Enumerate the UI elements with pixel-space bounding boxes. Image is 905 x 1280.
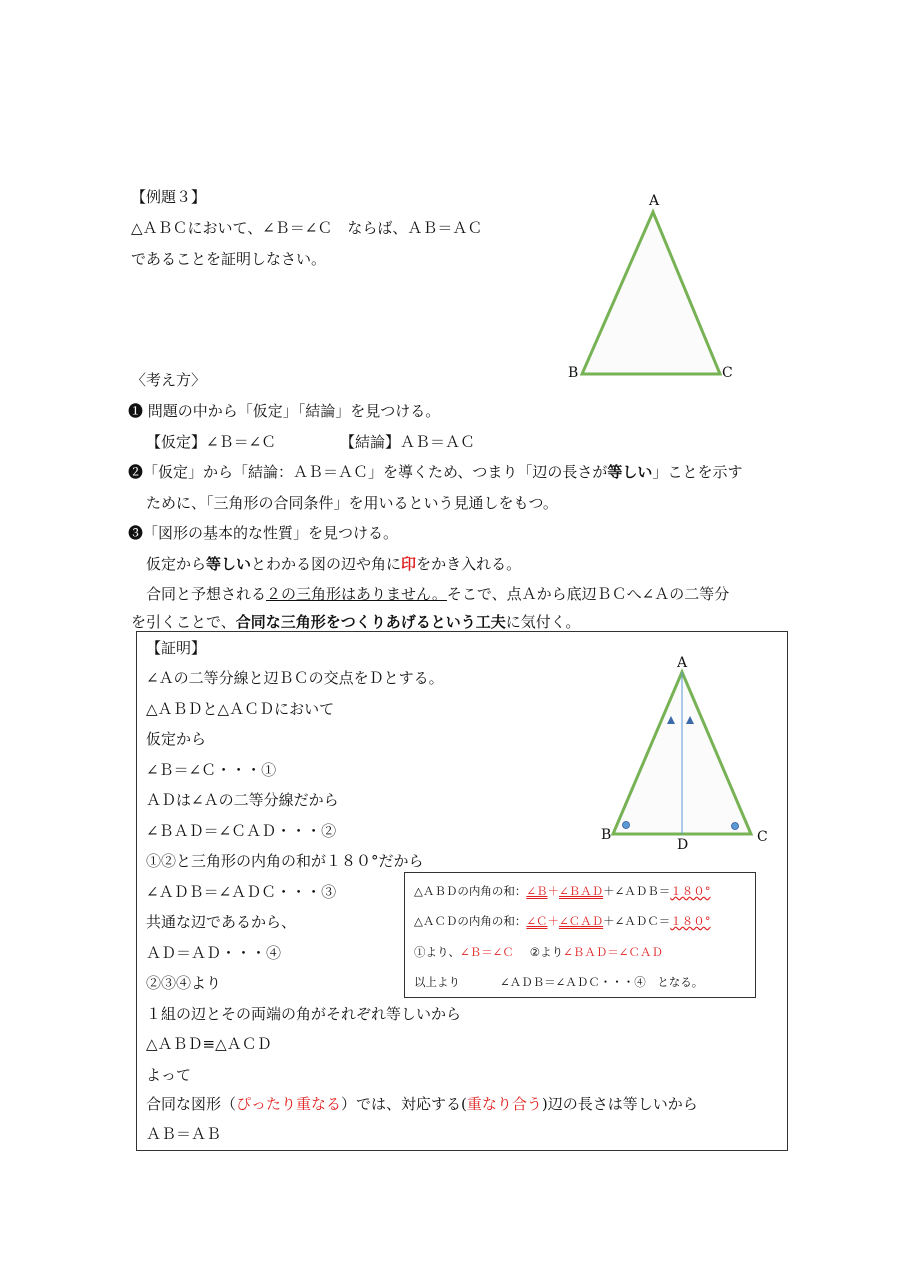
note-r4-b: ∠ＡＤＢ＝∠ＡＤＣ・・・④ となる。 (500, 975, 704, 989)
katei-label: 【仮定】∠Ｂ＝∠Ｃ (146, 433, 277, 451)
s3l1-e: をかき入れる。 (416, 555, 522, 573)
step-1-mark: ❶ (128, 402, 144, 420)
proof-line: ∠ＢＡＤ＝∠ＣＡＤ・・・② (146, 821, 337, 840)
s3l1-a: 仮定から (146, 555, 207, 573)
step-2-mark: ❷ (128, 463, 144, 481)
proof-line: ∠ＡＤＢ＝∠ＡＤＣ・・・③ (146, 882, 337, 901)
note-r3-a: ①より、 (414, 945, 460, 959)
fig1-vertex-b: B (568, 365, 579, 381)
note-r2-e: ＋∠ＡＤＣ＝ (603, 914, 671, 928)
proof-conclusion (146, 1093, 698, 1114)
step-3-line2 (146, 583, 729, 604)
angle-mark-c-icon (732, 823, 739, 830)
note-row-2 (414, 913, 711, 929)
note-row-1 (414, 883, 711, 899)
proof-line: よって (146, 1065, 192, 1084)
s3l1-c: とわかる図の辺や角に (251, 555, 402, 573)
proof-last-d: 重なり合う (466, 1095, 542, 1113)
fig1-vertex-c: C (722, 365, 733, 381)
step-2-emphasis: 等しい (607, 463, 653, 481)
note-r2-a: △ＡＣＤの内角の和： (414, 914, 527, 928)
note-r1-b: ∠Ｂ (526, 884, 548, 898)
s3l2-b: ２の三角形はありません。 (266, 585, 447, 603)
s3l3-b: 合同な三角形をつくりあげるという工夫 (235, 613, 506, 631)
step-2-line2: ために、「三角形の合同条件」を用いるという見通しをもつ。 (146, 494, 558, 512)
proof-line: ①②と三角形の内角の和が１８０°だから (146, 852, 424, 870)
approach-heading: 〈考え方〉 (131, 371, 207, 389)
step-1 (128, 400, 440, 421)
triangle-figure-2 (600, 660, 770, 845)
proof-final: ＡＢ＝ＡＢ (146, 1125, 222, 1143)
note-r1-d: ∠ＢＡＤ (558, 884, 604, 898)
s3l1-d: 印 (401, 555, 417, 573)
step-1-text: 問題の中から「仮定」「結論」を見つける。 (147, 402, 441, 420)
note-row-3 (414, 944, 663, 960)
note-r3-c: ②より (529, 945, 564, 959)
proof-line: ∠Ａの二等分線と辺ＢＣの交点をＤとする。 (146, 669, 444, 687)
proof-line: １組の辺とその両端の角がそれぞれ等しいから (146, 1004, 462, 1023)
step-3-line3 (131, 611, 580, 632)
s3l2-c: そこで、点Ａから底辺ＢＣへ∠Ａの二等分 (446, 585, 730, 603)
fig2-vertex-b: B (601, 827, 612, 843)
proof-last-a: 合同な図形（ (146, 1095, 237, 1113)
triangle-abc (582, 212, 720, 374)
note-r4-a: 以上より (414, 975, 460, 989)
s3l3-c: に気付く。 (505, 613, 581, 631)
note-r2-c: ＋ (547, 914, 559, 928)
angle-mark-b-icon (623, 822, 630, 829)
proof-title: 【証明】 (146, 639, 207, 657)
fig2-vertex-a: A (677, 655, 688, 671)
example-line2: であることを証明しなさい。 (131, 250, 327, 268)
step-3-text: 「図形の基本的な性質」を見つける。 (143, 524, 399, 542)
step-3 (128, 522, 398, 543)
proof-line: △ＡＢＤと△ＡＣＤにおいて (146, 699, 335, 718)
s3l3-a: を引くことで、 (131, 613, 236, 631)
proof-line: ＡＤは∠Ａの二等分線だから (146, 791, 339, 809)
step-2-text-c: 」ことを示す (652, 463, 743, 481)
step-2 (128, 461, 742, 482)
note-r2-f: １８０° (670, 914, 711, 928)
proof-last-c: ）では、対応する( (341, 1095, 467, 1113)
step-3-line1 (146, 553, 521, 574)
proof-line: 共通な辺であるから、 (146, 913, 297, 931)
triangle-figure-1 (560, 190, 750, 385)
step-3-mark: ❸ (128, 524, 144, 542)
proof-line: ∠Ｂ＝∠Ｃ・・・① (146, 760, 277, 779)
proof-line: 仮定から (146, 730, 207, 748)
note-r3-d: ∠ＢＡＤ＝∠ＣＡＤ (563, 945, 663, 959)
example-title: 【例題３】 (131, 188, 207, 206)
note-row-4 (414, 974, 703, 990)
proof-line: △ＡＢＤ≡△ＡＣＤ (146, 1035, 272, 1053)
proof-last-b: ぴったり重なる (236, 1095, 342, 1113)
fig1-vertex-a: A (649, 193, 660, 209)
note-r1-e: ＋∠ＡＤＢ＝ (603, 884, 671, 898)
proof-line: ②③④より (146, 974, 222, 992)
step-2-text-a: 「仮定」から「結論：ＡＢ＝ＡＣ」を導くため、つまり「辺の長さが (143, 463, 608, 481)
note-r1-f: １８０° (670, 884, 711, 898)
fig2-vertex-d: D (677, 837, 689, 853)
note-r1-a: △ＡＢＤの内角の和： (414, 884, 527, 898)
note-r2-b: ∠Ｃ (526, 914, 548, 928)
note-r1-c: ＋ (547, 884, 559, 898)
proof-last-e: )辺の長さは等しいから (541, 1095, 698, 1113)
example-line1: △ＡＢＣにおいて、∠Ｂ＝∠Ｃ ならば、ＡＢ＝ＡＣ (131, 219, 483, 237)
note-r2-d: ∠ＣＡＤ (558, 914, 604, 928)
s3l2-a: 合同と予想される (146, 585, 267, 603)
ketsuron-label: 【結論】ＡＢ＝ＡＣ (340, 433, 476, 451)
note-r3-b: ∠Ｂ＝∠Ｃ (460, 945, 514, 959)
proof-line: ＡＤ＝ＡＤ・・・④ (146, 943, 282, 962)
s3l1-b: 等しい (206, 555, 252, 573)
fig2-vertex-c: C (757, 829, 768, 845)
